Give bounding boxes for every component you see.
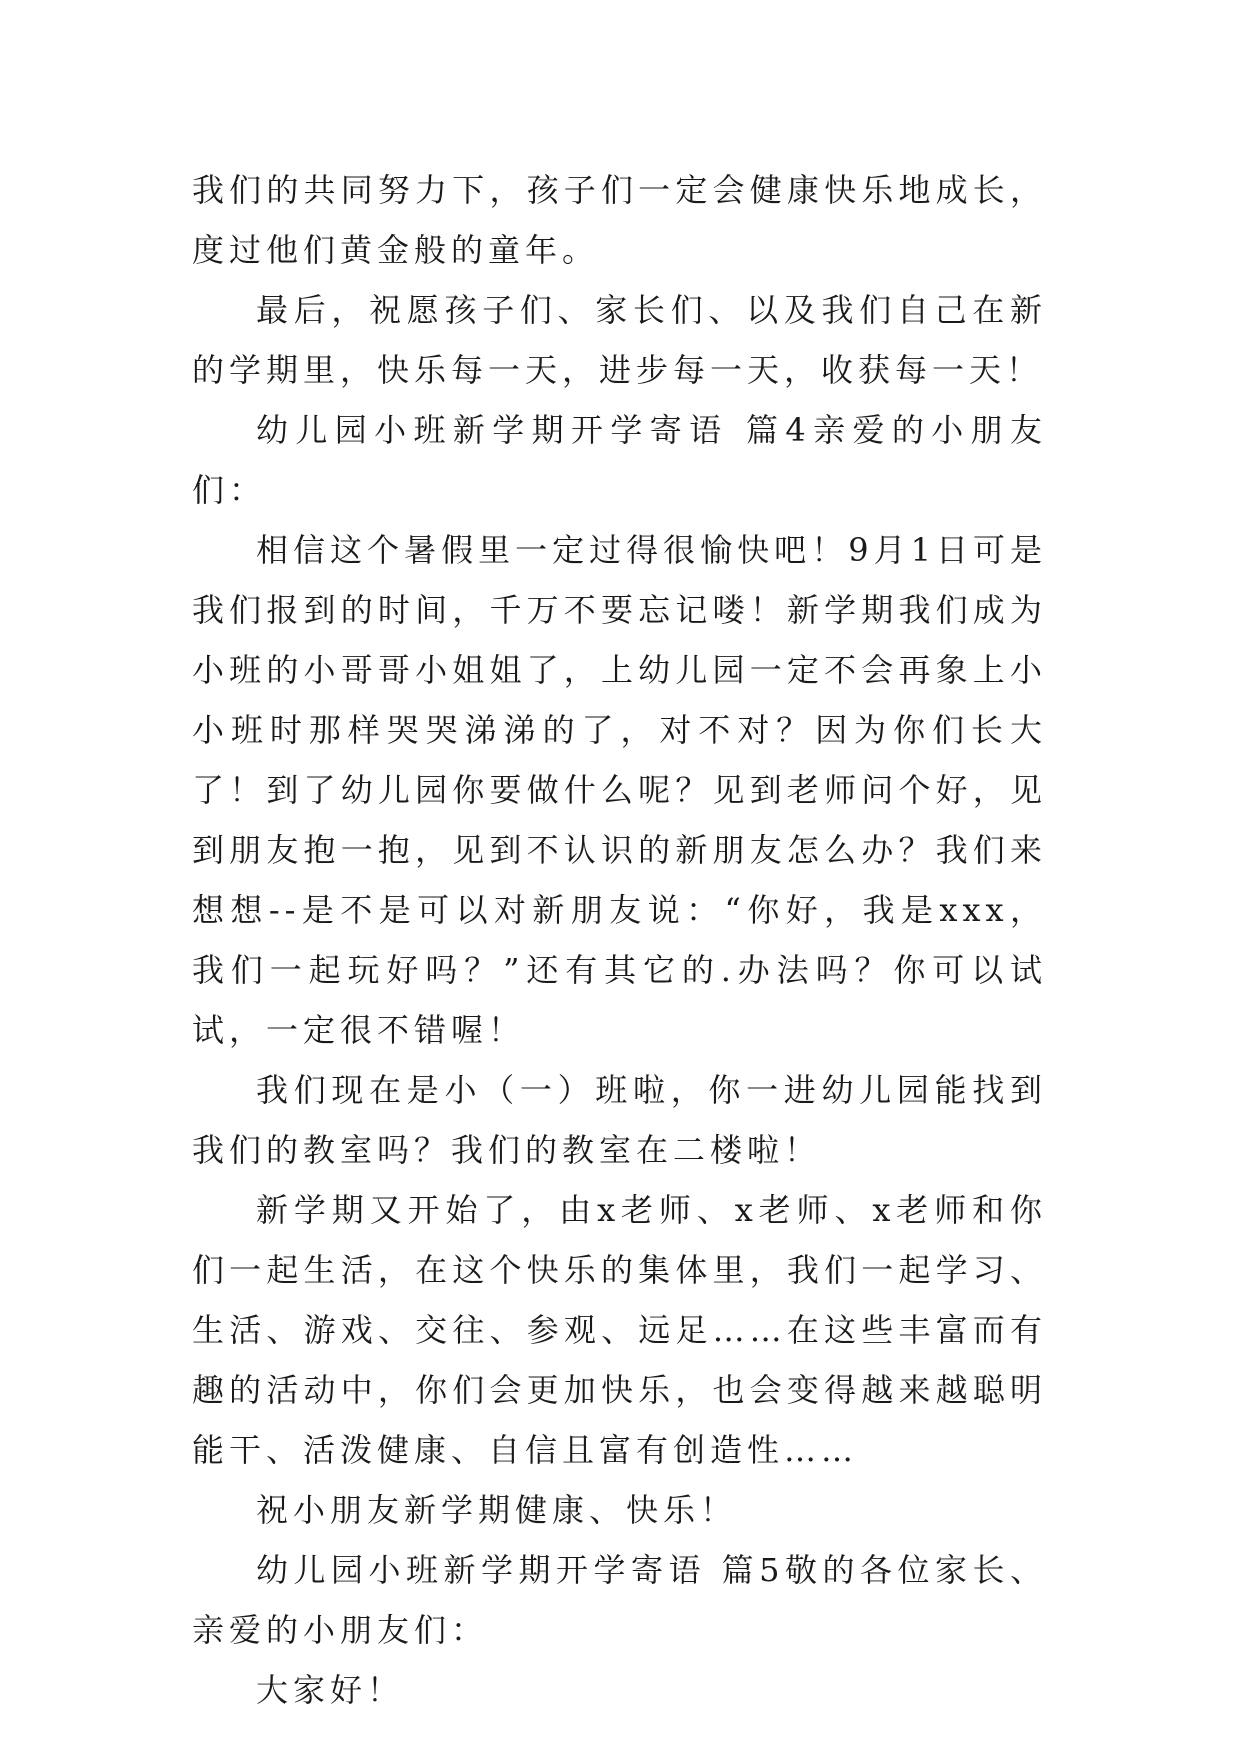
paragraph: 大家好！ bbox=[256, 1671, 405, 1709]
section-heading: 幼儿园小班新学期开学寄语 篇5敬的各位家长、亲爱的小朋友们： bbox=[192, 1551, 1047, 1649]
paragraph: 相信这个暑假里一定过得很愉快吧！9月1日可是我们报到的时间，千万不要忘记喽！新学期我们成为小班的小哥哥小姐姐了，上幼儿园一定不会再象上小小班时那样哭哭涕涕的了，对不对？因为你们长大了！到了幼儿园你要做什么呢？见到老师问个好，见到朋友抱一抱，见到不认识的新朋友怎么办？我们来想想--是不是可以对新朋友说：“你好，我是xxx，我们一起玩好吗？”还有其它的.办法吗？你可以试试，一定很不错喔！ bbox=[192, 531, 1047, 1049]
paragraph: 祝小朋友新学期健康、快乐！ bbox=[256, 1491, 738, 1529]
paragraph: 最后，祝愿孩子们、家长们、以及我们自己在新的学期里，快乐每一天，进步每一天，收获每一天！ bbox=[192, 291, 1047, 389]
paragraph: 我们现在是小（一）班啦，你一进幼儿园能找到我们的教室吗？我们的教室在二楼啦！ bbox=[192, 1071, 1047, 1169]
section-heading: 幼儿园小班新学期开学寄语 篇4亲爱的小朋友们： bbox=[192, 411, 1047, 509]
paragraph: 新学期又开始了，由x老师、x老师、x老师和你们一起生活，在这个快乐的集体里，我们一起学习、生活、游戏、交往、参观、远足……在这些丰富而有趣的活动中，你们会更加快乐，也会变得越来越聪明能干、活泼健康、自信且富有创造性…… bbox=[192, 1191, 1047, 1469]
paragraph: 我们的共同努力下，孩子们一定会健康快乐地成长，度过他们黄金般的童年。 bbox=[192, 171, 1047, 269]
document-body bbox=[192, 160, 1047, 1720]
